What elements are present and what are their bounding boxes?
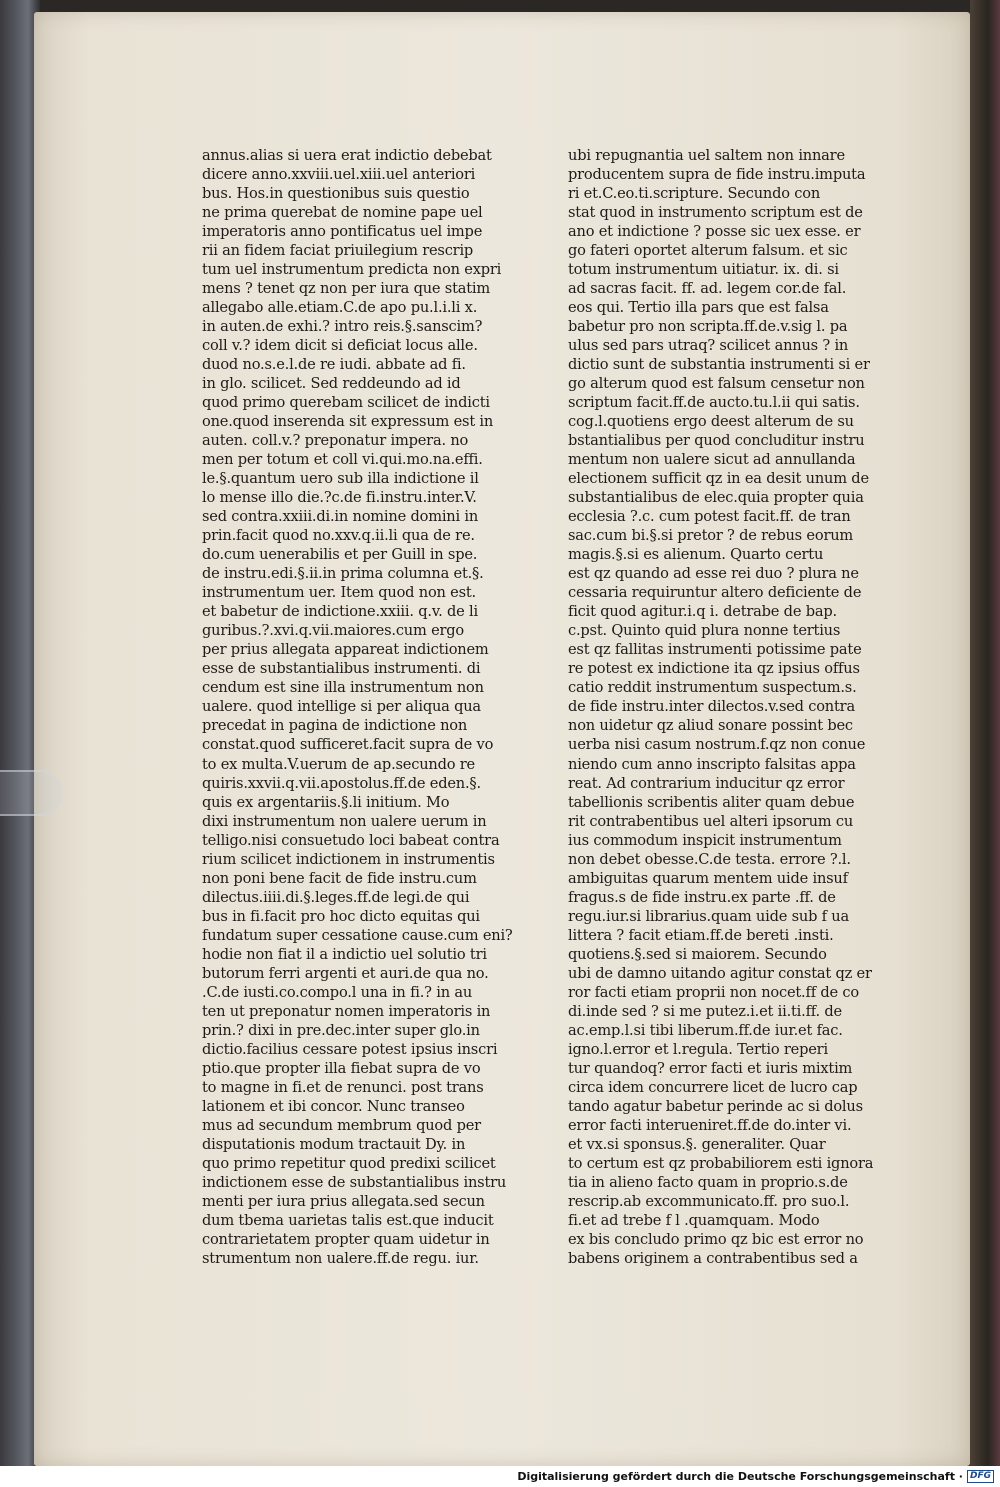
text-line: quis ex argentariis.§.li initium. Mo (202, 793, 450, 811)
text-line: ac.emp.l.si tibi liberum.ff.de iur.et fac. (568, 1021, 843, 1039)
text-line: tia in alieno facto quam in proprio.s.de (568, 1173, 848, 1191)
text-line: to ex multa.V.uerum de ap.secundo re (202, 755, 475, 773)
text-line: ad sacras facit. ff. ad. legem cor.de fal. (568, 280, 847, 298)
text-line: cendum est sine illa instrumentum non (202, 679, 484, 697)
text-line: catio reddit instrumentum suspectum.s. (568, 679, 857, 697)
text-line: ex bis concludo primo qz bic est error no (568, 1230, 864, 1248)
text-line: ficit quod agitur.i.q i. detrabe de bap. (568, 603, 837, 621)
text-line: instrumentum uer. Item quod non est. (202, 584, 476, 602)
text-line: tando agatur babetur perinde ac si dolus (568, 1097, 863, 1115)
text-line: producentem supra de fide instru.imputa (568, 166, 866, 184)
text-line: quo primo repetitur quod predixi scilicet (202, 1154, 496, 1172)
left-text-column (202, 146, 513, 1268)
text-line: littera ? facit etiam.ff.de bereti .insti. (568, 926, 834, 944)
text-line: circa idem concurrere licet de lucro cap (568, 1078, 858, 1096)
text-line: quiris.xxvii.q.vii.apostolus.ff.de eden.§. (202, 774, 481, 792)
text-line: re potest ex indictione ita qz ipsius offus (568, 660, 860, 678)
text-line: .C.de iusti.co.compo.l una in fi.? in au (202, 983, 473, 1001)
text-line: dictio.facilius cessare potest ipsius inscri (202, 1040, 498, 1058)
text-line: dixi instrumentum non ualere uerum in (202, 812, 487, 830)
text-line: dum tbema uarietas talis est.que inducit (202, 1211, 494, 1229)
book-edge-right (970, 0, 1000, 1466)
text-line: tur quandoq? error facti et iuris mixtim (568, 1059, 853, 1077)
text-line: et vx.si sponsus.§. generaliter. Quar (568, 1135, 826, 1153)
text-line: est qz fallitas instrumenti potissime pate (568, 641, 862, 659)
text-line: auten. coll.v.? preponatur impera. no (202, 432, 469, 450)
text-line: stat quod in instrumento scriptum est de (568, 204, 863, 222)
text-line: ubi repugnantia uel saltem non innare (568, 147, 845, 164)
text-line: magis.§.si es alienum. Quarto certu (568, 546, 824, 564)
text-line: substantialibus de elec.quia propter quia (568, 489, 864, 507)
text-line: rii an fidem faciat priuilegium rescrip (202, 242, 474, 260)
text-line: guribus.?.xvi.q.vii.maiores.cum ergo (202, 622, 465, 640)
dfg-logo-icon: DFG (967, 1470, 994, 1483)
text-line: hodie non fiat il a indictio uel solutio tri (202, 945, 487, 963)
text-line: duod no.s.e.l.de re iudi. abbate ad fi. (202, 356, 466, 374)
text-line: babens originem a contrabentibus sed a (568, 1249, 858, 1267)
text-line: sac.cum bi.§.si pretor ? de rebus eorum (568, 527, 854, 545)
text-line: regu.iur.si librarius.quam uide sub f ua (568, 907, 850, 925)
text-line: ius commodum inspicit instrumentum (568, 831, 842, 849)
text-line: le.§.quantum uero sub illa indictione il (202, 470, 479, 488)
text-line: ano et indictione ? posse sic uex esse. er (568, 223, 861, 241)
text-line: prin.? dixi in pre.dec.inter super glo.in (202, 1021, 480, 1039)
text-line: prin.facit quod no.xxv.q.ii.li qua de re. (202, 527, 475, 545)
text-line: per prius allegata appareat indictionem (202, 641, 489, 659)
text-line: electionem sufficit qz in ea desit unum de (568, 470, 869, 488)
text-line: de fide instru.inter dilectos.v.sed contra (568, 698, 855, 716)
text-line: in auten.de exhi.? intro reis.§.sanscim? (202, 318, 483, 336)
text-line: do.cum uenerabilis et per Guill in spe. (202, 546, 478, 564)
text-line: non poni bene facit de fide instru.cum (202, 869, 477, 887)
text-line: lo mense illo die.?c.de fi.instru.inter.V. (202, 489, 477, 507)
text-line: dicere anno.xxviii.uel.xiii.uel anteriori (202, 166, 476, 184)
text-line: ri et.C.eo.ti.scripture. Secundo con (568, 185, 821, 203)
text-line: telligo.nisi consuetudo loci babeat contra (202, 831, 500, 849)
text-line: niendo cum anno inscripto falsitas appa (568, 755, 856, 773)
text-line: coll v.? idem dicit si deficiat locus alle. (202, 337, 478, 355)
text-line: ptio.que propter illa fiebat supra de vo (202, 1059, 481, 1077)
text-line: ten ut preponatur nomen imperatoris in (202, 1002, 491, 1020)
text-line: non uidetur qz aliud sonare possint bec (568, 717, 853, 735)
text-line: imperatoris anno pontificatus uel impe (202, 223, 483, 241)
text-line: di.inde sed ? si me putez.i.et ii.ti.ff. de (568, 1002, 842, 1020)
text-line: lationem et ibi concor. Nunc transeo (202, 1097, 465, 1115)
text-line: bus in fi.facit pro hoc dicto equitas qui (202, 907, 480, 925)
text-line: rium scilicet indictionem in instrumentis (202, 850, 495, 868)
text-line: reat. Ad contrarium inducitur qz error (568, 774, 845, 792)
text-line: est qz quando ad esse rei duo ? plura ne (568, 565, 859, 583)
text-line: error facti interueniret.ff.de do.inter vi. (568, 1116, 852, 1134)
text-line: ecclesia ?.c. cum potest facit.ff. de tran (568, 508, 851, 526)
text-line: ror facti etiam proprii non nocet.ff de co (568, 983, 859, 1001)
text-line: one.quod inserenda sit expressum est in (202, 413, 494, 431)
text-line: uerba nisi casum nostrum.f.qz non conue (568, 736, 866, 754)
text-line: et babetur de indictione.xxiii. q.v. de li (202, 603, 478, 621)
text-line: strumentum non ualere.ff.de regu. iur. (202, 1249, 479, 1267)
text-line: mentum non ualere sicut ad annullanda (568, 451, 856, 469)
text-line: dictio sunt de substantia instrumenti si er (568, 356, 870, 374)
footer-credit: Digitalisierung gefördert durch die Deutsche Forschungsgemeinschaft · (517, 1470, 963, 1483)
text-line: de instru.edi.§.ii.in prima columna et.§. (202, 565, 484, 583)
text-line: quod primo querebam scilicet de indicti (202, 394, 490, 412)
text-line: bstantialibus per quod concluditur instru (568, 432, 865, 450)
text-line: babetur pro non scripta.ff.de.v.sig l. pa (568, 318, 848, 336)
text-line: tabellionis scribentis aliter quam debue (568, 793, 855, 811)
digitization-footer (0, 1466, 1000, 1487)
text-line: men per totum et coll vi.qui.mo.na.effi. (202, 451, 483, 469)
text-line: ualere. quod intellige si per aliqua qua (202, 698, 481, 716)
text-line: non debet obesse.C.de testa. errore ?.l. (568, 850, 851, 868)
text-line: fi.et ad trebe f l .quamquam. Modo (568, 1211, 820, 1229)
text-line: to magne in fi.et de renunci. post trans (202, 1078, 484, 1096)
text-line: rescrip.ab excommunicato.ff. pro suo.l. (568, 1192, 850, 1210)
text-line: sed contra.xxiii.di.in nomine domini in (202, 508, 479, 526)
text-line: contrarietatem propter quam uidetur in (202, 1230, 490, 1248)
text-line: annus.alias si uera erat indictio debebat (202, 147, 492, 164)
text-line: allegabo alle.etiam.C.de apo pu.l.i.li x. (202, 299, 478, 317)
text-line: menti per iura prius allegata.sed secun (202, 1192, 485, 1210)
page-clip (0, 770, 62, 816)
text-line: scriptum facit.ff.de aucto.tu.l.ii qui satis. (568, 394, 860, 412)
text-line: esse de substantialibus instrumenti. di (202, 660, 481, 678)
text-line: igno.l.error et l.regula. Tertio reperi (568, 1040, 828, 1058)
text-line: fundatum super cessatione cause.cum eni? (202, 926, 513, 944)
text-line: ne prima querebat de nomine pape uel (202, 204, 483, 222)
text-line: ubi de damno uitando agitur constat qz er (568, 964, 872, 982)
text-line: fragus.s de fide instru.ex parte .ff. de (568, 888, 836, 906)
text-line: rit contrabentibus uel alteri ipsorum cu (568, 812, 854, 830)
text-line: eos qui. Tertio illa pars que est falsa (568, 299, 829, 317)
text-line: mens ? tenet qz non per iura que statim (202, 280, 491, 298)
right-text-column (568, 146, 873, 1268)
text-line: c.pst. Quinto quid plura nonne tertius (568, 622, 841, 640)
text-line: constat.quod sufficeret.facit supra de vo (202, 736, 494, 754)
text-line: go fateri oportet alterum falsum. et sic (568, 242, 848, 260)
text-line: mus ad secundum membrum quod per (202, 1116, 481, 1134)
text-line: disputationis modum tractauit Dy. in (202, 1135, 466, 1153)
text-line: quotiens.§.sed si maiorem. Secundo (568, 945, 827, 963)
text-line: tum uel instrumentum predicta non expri (202, 261, 502, 279)
text-line: to certum est qz probabiliorem esti ignora (568, 1154, 874, 1172)
text-line: ulus sed pars utraq? scilicet annus ? in (568, 337, 849, 355)
text-line: butorum ferri argenti et auri.de qua no. (202, 964, 489, 982)
text-line: totum instrumentum uitiatur. ix. di. si (568, 261, 839, 279)
text-line: cog.l.quotiens ergo deest alterum de su (568, 413, 854, 431)
text-line: bus. Hos.in questionibus suis questio (202, 185, 470, 203)
text-line: cessaria requiruntur altero deficiente de (568, 584, 862, 602)
text-line: ambiguitas quarum mentem uide insuf (568, 869, 848, 887)
text-line: indictionem esse de substantialibus instru (202, 1173, 507, 1191)
text-line: in glo. scilicet. Sed reddeundo ad id (202, 375, 461, 393)
text-line: dilectus.iiii.di.§.leges.ff.de legi.de qui (202, 888, 470, 906)
text-line: precedat in pagina de indictione non (202, 717, 468, 735)
text-line: go alterum quod est falsum censetur non (568, 375, 865, 393)
